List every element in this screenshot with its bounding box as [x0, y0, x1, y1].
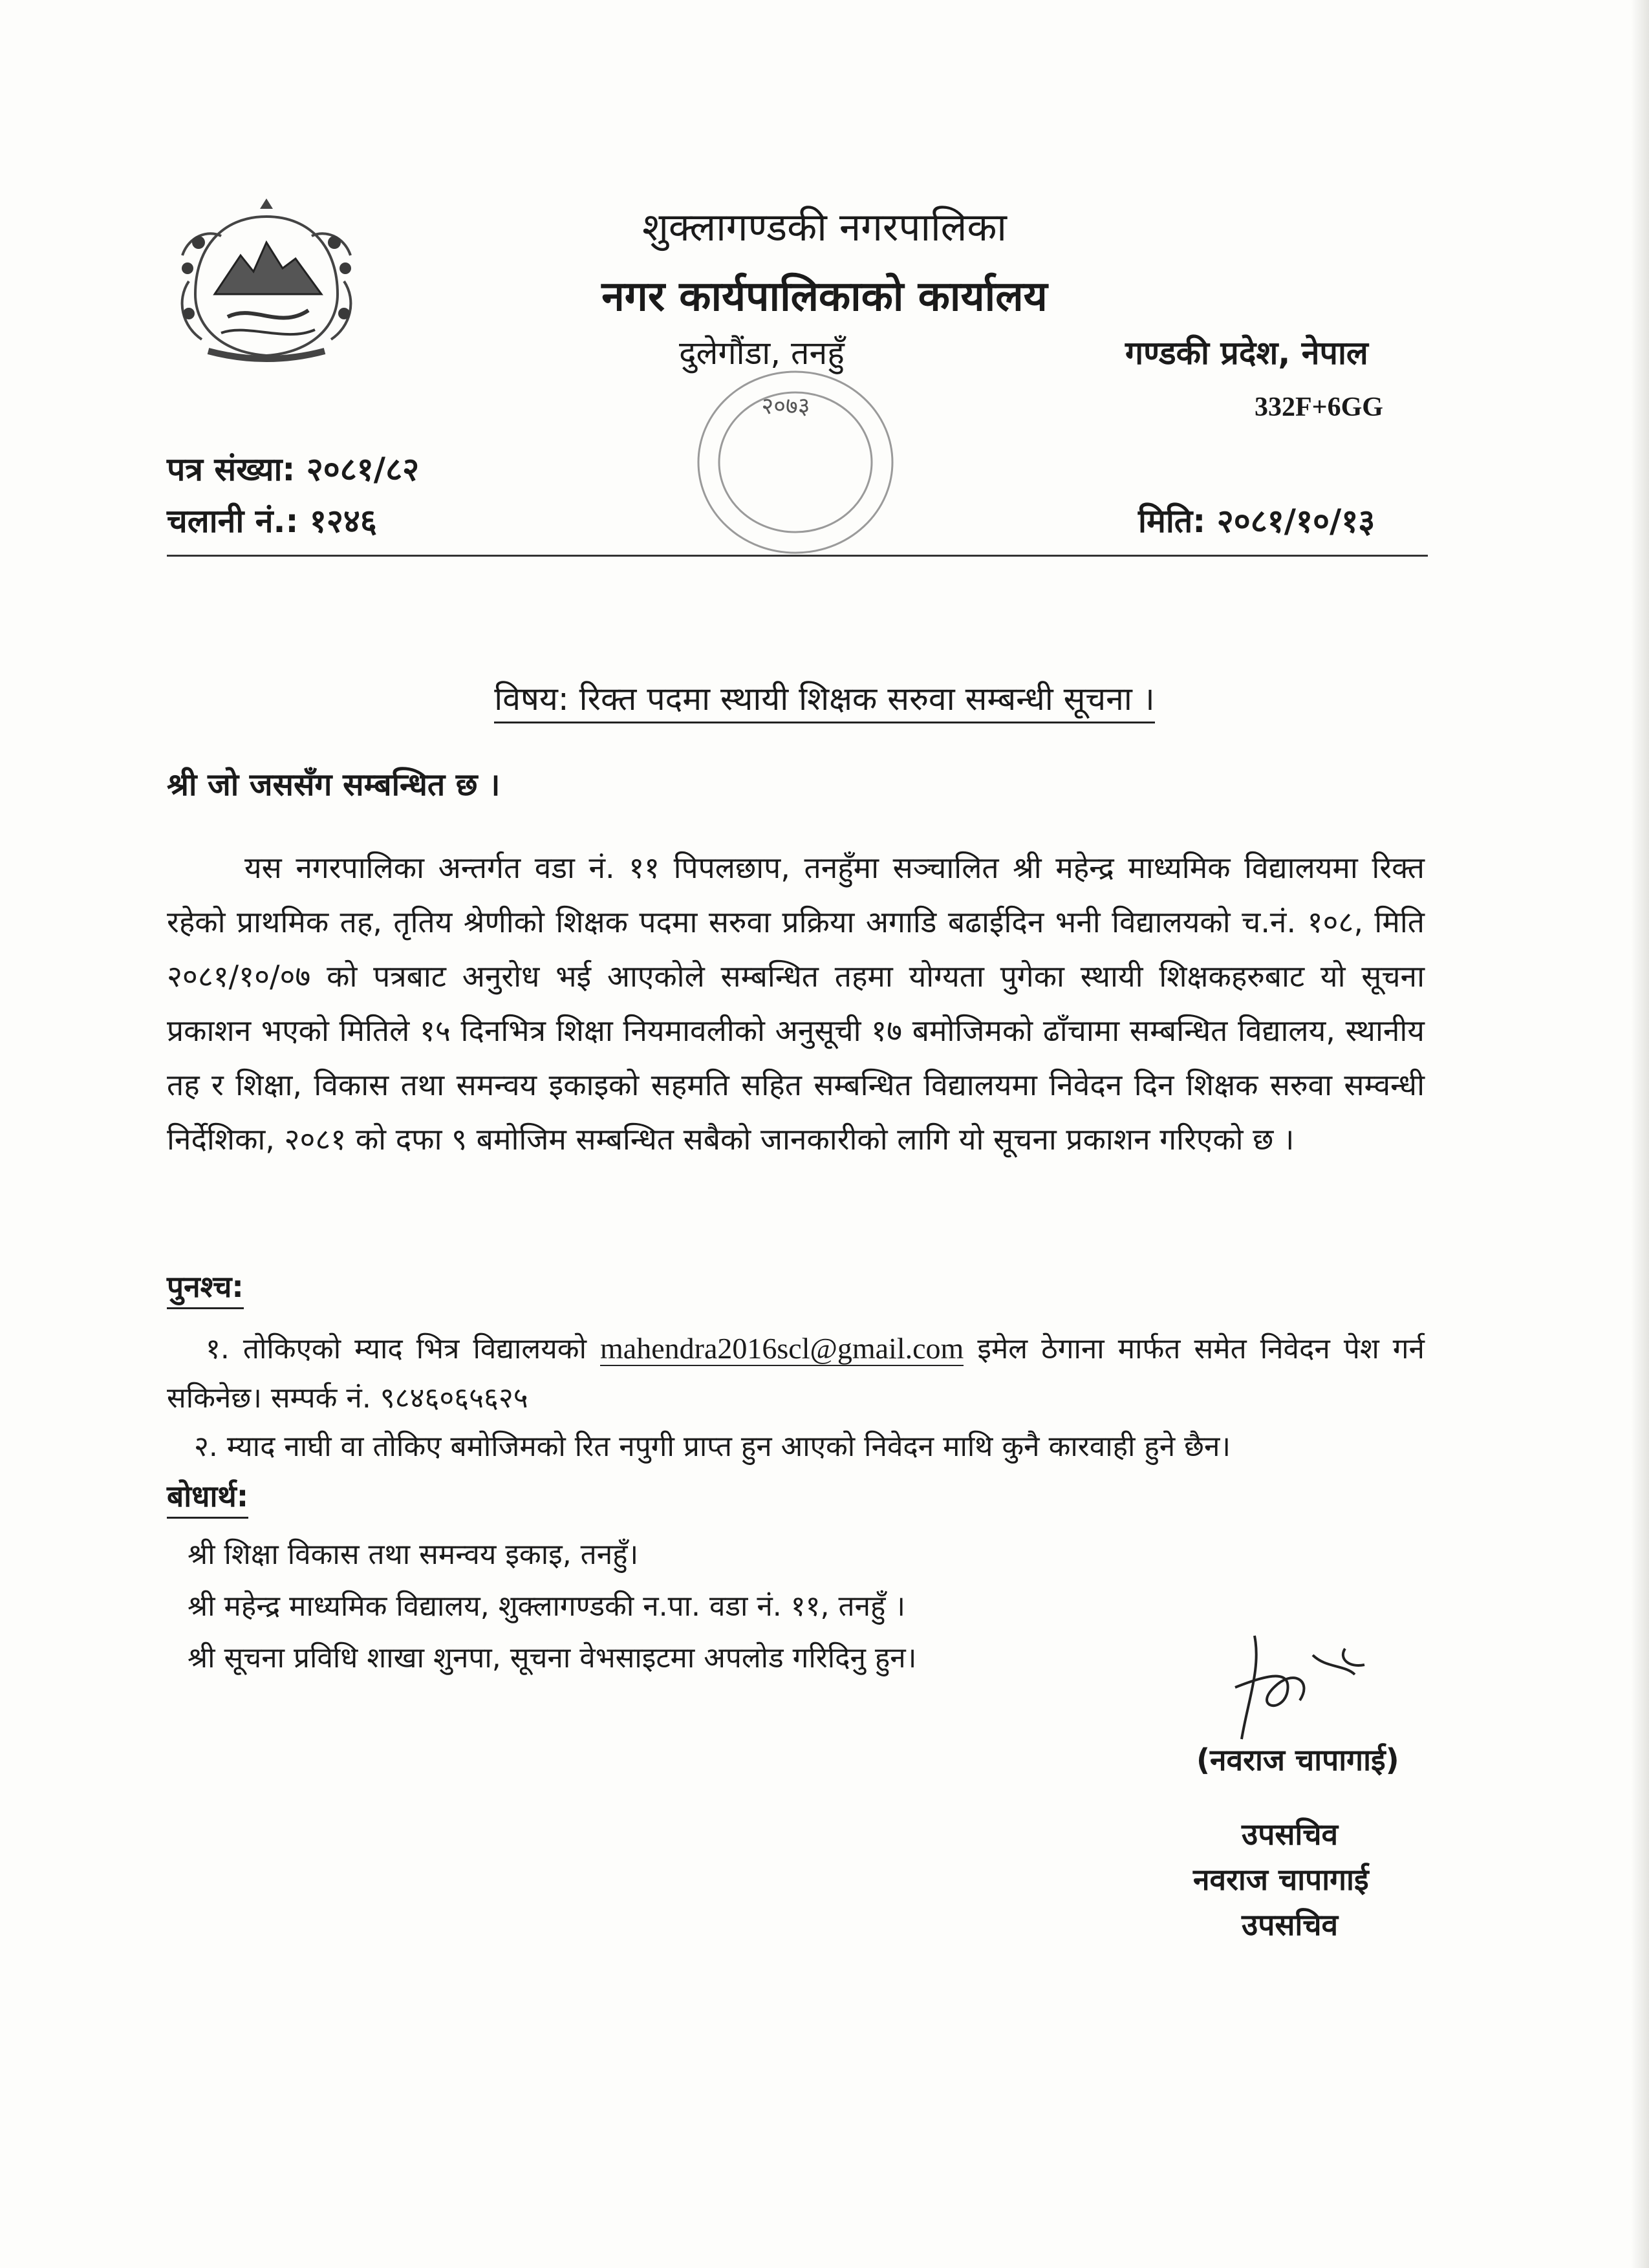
email-link[interactable]: mahendra2016scl@gmail.com	[600, 1332, 964, 1365]
stamp-year: २०७३	[761, 393, 810, 420]
cc-item: श्री सूचना प्रविधि शाखा शुनपा, सूचना वेभसाइटमा अपलोड गरिदिनु हुन।	[188, 1642, 917, 1674]
letter-number: पत्र संख्या: २०८१/८२	[167, 451, 420, 488]
cc-title: बोधार्थ:	[167, 1475, 248, 1519]
municipality-name: शुक्लागण्डकी नगरपालिका	[642, 205, 1007, 250]
scan-edge-shadow	[1631, 0, 1649, 2268]
signatory-designation: उपसचिव	[1242, 1817, 1339, 1852]
postscript-title: पुनश्च:	[167, 1266, 244, 1309]
office-location: दुलेगौंडा, तनहुँ	[679, 334, 845, 372]
office-name: नगर कार्यपालिकाको कार्यालय	[601, 273, 1048, 321]
cc-item: श्री शिक्षा विकास तथा समन्वय इकाइ, तनहुँ।	[188, 1538, 639, 1571]
signatory-name-paren: (नवराज चापागाई)	[1196, 1742, 1399, 1777]
postscript-item-1-tail: इमेल ठेगाना मार्फत समेत निवेदन पेश गर्न सकिनेछ। सम्पर्क नं. ९८४६०६५६२५	[167, 1332, 1425, 1415]
subject-text: विषय: रिक्त पदमा स्थायी शिक्षक सरुवा सम्बन्धी सूचना ।	[494, 680, 1154, 723]
province-label: गण्डकी प्रदेश, नेपाल	[1125, 334, 1368, 372]
letter-date: मिति: २०८१/१०/१३	[1138, 502, 1375, 540]
office-stamp	[679, 349, 912, 569]
postscript-item-2: २. म्याद नाघी वा तोकिए बमोजिमको रित नपुगी प्राप्त हुन आएको निवेदन माथि कुनै कारवाही हुने छैन।	[194, 1430, 1231, 1463]
postscript-item-1-text: १. तोकिएको म्याद भित्र विद्यालयको	[206, 1332, 587, 1365]
handwritten-signature	[1216, 1629, 1397, 1746]
subject-line	[0, 676, 1649, 720]
signatory-stamp-designation: उपसचिव	[1242, 1907, 1339, 1942]
header-divider	[167, 555, 1428, 557]
plus-code: 332F+6GG	[1255, 392, 1383, 422]
body-paragraph: यस नगरपालिका अन्तर्गत वडा नं. ११ पिपलछाप, तनहुँमा सञ्चालित श्री महेन्द्र माध्यमिक विद्यालयमा रिक्त रहेको प्राथमिक तह, तृतिय श्रेणीको शिक्षक पदमा सरुवा प्रक्रिया अगाडि बढाईदिन भनी विद्यालयको च.नं. १०८, मिति २०८१/१०/०७ को पत्रबाट अनुरोध भई आएकोले सम्बन्धित तहमा योग्यता पुगेका स्थायी शिक्षकहरुबाट यो सूचना प्रकाशन भएको मितिले १५ दिनभित्र शिक्षा नियमावलीको अनुसूची १७ बमोजिमको ढाँचामा सम्बन्धित विद्यालय, स्थानीय तह र शिक्षा, विकास तथा समन्वय इकाइको सहमति सहित सम्बन्धित विद्यालयमा निवेदन दिन शिक्षक सरुवा सम्वन्धी निर्देशिका, २०८१ को दफा ९ बमोजिम सम्बन्धित सबैको जानकारीको लागि यो सूचना प्रकाशन गरिएको छ ।	[167, 850, 1425, 1157]
signatory-stamp-name: नवराज चापागाई	[1193, 1862, 1369, 1897]
cc-item: श्री महेन्द्र माध्यमिक विद्यालय, शुक्लागण्डकी न.पा. वडा नं. ११, तनहुँ ।	[188, 1590, 906, 1623]
postscript-item-1	[167, 1324, 1425, 1423]
salutation: श्री जो जससँग सम्बन्धित छ ।	[167, 767, 501, 803]
dispatch-number: चलानी नं.: १२४६	[167, 502, 377, 540]
